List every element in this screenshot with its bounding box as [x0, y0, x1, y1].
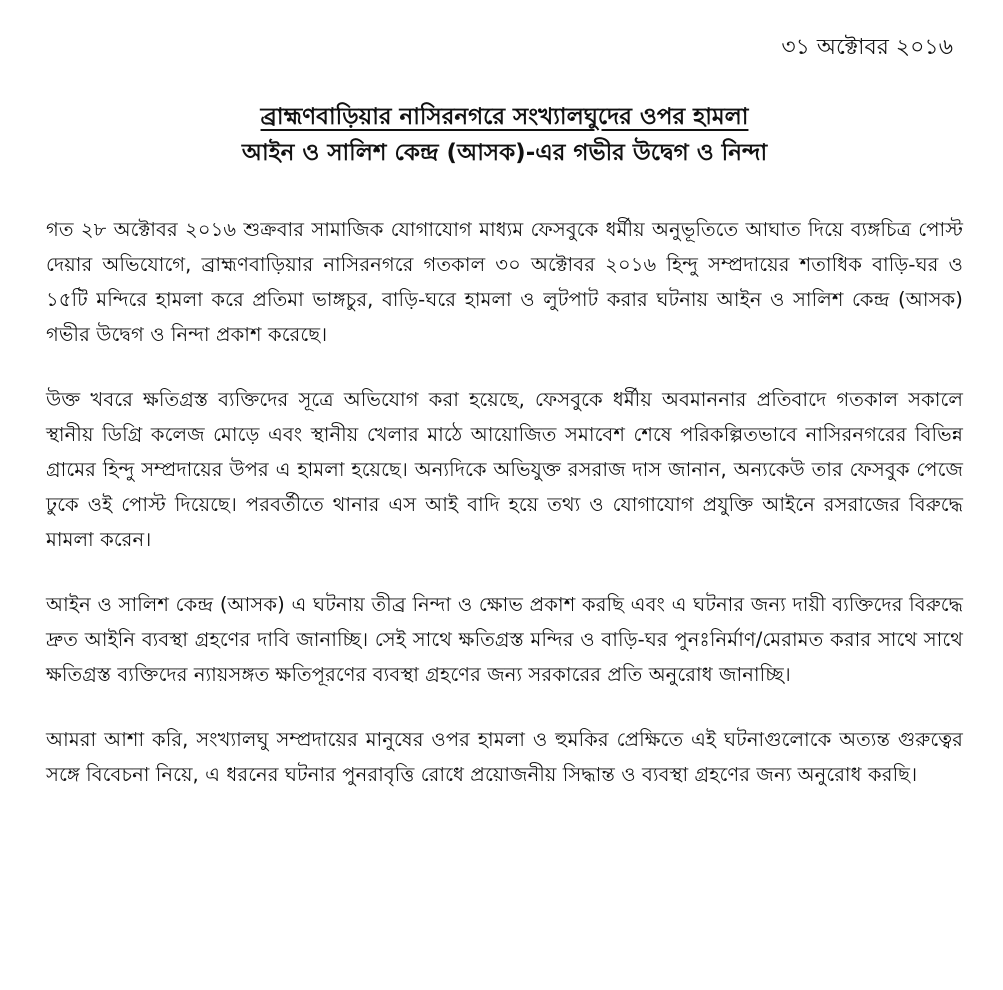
- paragraph-demands: আইন ও সালিশ কেন্দ্র (আসক) এ ঘটনায় তীব্র নিন্দা ও ক্ষোভ প্রকাশ করছি এবং এ ঘটনার জন্য দায়ী ব্যক্তিদের বিরুদ্ধে দ্রুত আইনি ব্যবস্থা গ্রহণের দাবি জানাচ্ছি। সেই সাথে ক্ষতিগ্রস্ত মন্দির ও বাড়ি-ঘর পুনঃনির্মাণ/মেরামত করার সাথে সাথে ক্ষতিগ্রস্ত ব্যক্তিদের ন্যায়সঙ্গত ক্ষতিপূরণের ব্যবস্থা গ্রহণের জন্য সরকারের প্রতি অনুরোধ জানাচ্ছি।: [46, 593, 963, 686]
- headline: [46, 102, 963, 132]
- headline-text: ব্রাহ্মণবাড়িয়ার নাসিরনগরে সংখ্যালঘুদের ওপর হামলা: [260, 104, 749, 130]
- paragraph-appeal: আমরা আশা করি, সংখ্যালঘু সম্প্রদায়ের মানুষের ওপর হামলা ও হুমকির প্রেক্ষিতে এই ঘটনাগুলোকে অত্যন্ত গুরুত্বের সঙ্গে বিবেচনা নিয়ে, এ ধরনের ঘটনার পুনরাবৃত্তি রোধে প্রয়োজনীয় সিদ্ধান্ত ও ব্যবস্থা গ্রহণের জন্য অনুরোধ করছি।: [46, 728, 963, 786]
- paragraph-incident: গত ২৮ অক্টোবর ২০১৬ শুক্রবার সামাজিক যোগাযোগ মাধ্যম ফেসবুকে ধর্মীয় অনুভূতিতে আঘাত দিয়ে ব্যঙ্গচিত্র পোস্ট দেয়ার অভিযোগে, ব্রাহ্মণবাড়িয়ার নাসিরনগরে গতকাল ৩০ অক্টোবর ২০১৬ হিন্দু সম্প্রদায়ের শতাধিক বাড়ি-ঘর ও ১৫টি মন্দিরে হামলা করে প্রতিমা ভাঙ্গচুর, বাড়ি-ঘরে হামলা ও লুটপাট করার ঘটনায় আইন ও সালিশ কেন্দ্র (আসক) গভীর উদ্বেগ ও নিন্দা প্রকাশ করেছে।: [46, 218, 963, 346]
- paragraph-victims-account: উক্ত খবরে ক্ষতিগ্রস্ত ব্যক্তিদের সূত্রে অভিযোগ করা হয়েছে, ফেসবুকে ধর্মীয় অবমাননার প্রতিবাদে গতকাল সকালে স্থানীয় ডিগ্রি কলেজ মোড়ে এবং স্থানীয় খেলার মাঠে আয়োজিত সমাবেশ শেষে পরিকল্পিতভাবে নাসিরনগরের বিভিন্ন গ্রামের হিন্দু সম্প্রদায়ের উপর এ হামলা হয়েছে। অন্যদিকে অভিযুক্ত রসরাজ দাস জানান, অন্যকেউ তার ফেসবুক পেজে ঢুকে ওই পোস্ট দিয়েছে। পরবর্তীতে থানার এস আই বাদি হয়ে তথ্য ও যোগাযোগ প্রযুক্তি আইনে রসরাজের বিরুদ্ধে মামলা করেন।: [46, 388, 963, 551]
- subheadline: আইন ও সালিশ কেন্দ্র (আসক)-এর গভীর উদ্বেগ ও নিন্দা: [241, 140, 768, 166]
- statement-body: [46, 212, 963, 792]
- release-date: ৩১ অক্টোবর ২০১৬: [781, 35, 953, 60]
